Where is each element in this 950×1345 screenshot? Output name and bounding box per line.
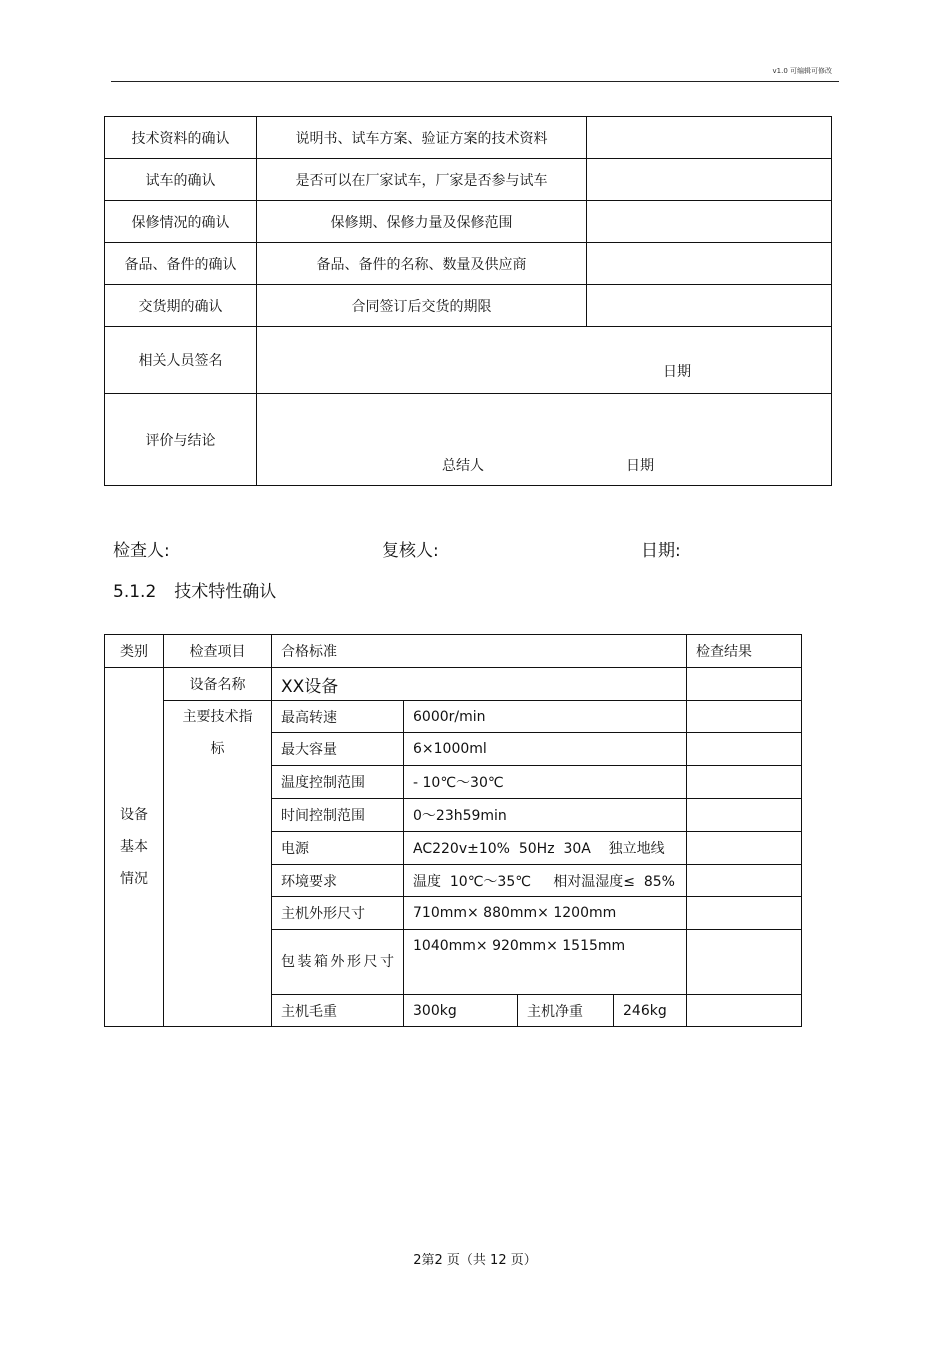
table-row xyxy=(105,285,832,327)
header-divider xyxy=(111,81,839,82)
spec-name: 温度控制范围 xyxy=(272,766,404,799)
table-row xyxy=(105,117,832,159)
row-content: 备品、备件的名称、数量及供应商 xyxy=(257,243,587,285)
row-label: 交货期的确认 xyxy=(105,285,257,327)
spec-name: 最大容量 xyxy=(272,733,404,766)
spec-value: 0～23h59min xyxy=(404,799,687,832)
row-content: 是否可以在厂家试车，厂家是否参与试车 xyxy=(257,159,587,201)
result-cell xyxy=(687,733,802,766)
result-cell xyxy=(687,995,802,1027)
reviewer-label: 复核人: xyxy=(382,541,439,561)
spec-value: - 10℃～30℃ xyxy=(404,766,687,799)
result-cell xyxy=(687,865,802,897)
spec-value: 710mm× 880mm× 1200mm xyxy=(404,897,687,930)
row-label: 备品、备件的确认 xyxy=(105,243,257,285)
evaluation-row xyxy=(105,394,832,486)
spec-name: 包装箱外形尺寸 xyxy=(272,930,404,995)
spec-value: AC220v±10% 50Hz 30A 独立地线 xyxy=(404,832,687,865)
spec-name: 电源 xyxy=(272,832,404,865)
table-row xyxy=(105,201,832,243)
header-standard: 合格标准 xyxy=(272,635,687,668)
main-specs-label: 主要技术指 标 xyxy=(164,701,272,1027)
header-version: v1.0 可编辑可修改 xyxy=(772,67,832,75)
row-label: 保修情况的确认 xyxy=(105,201,257,243)
result-cell xyxy=(687,701,802,733)
signature-label: 相关人员签名 xyxy=(105,327,257,394)
spec-value: 1040mm× 920mm× 1515mm xyxy=(404,930,687,995)
net-weight-label: 主机净重 xyxy=(518,995,614,1027)
page-number: 2第2 页（共 12 页） xyxy=(413,1253,537,1268)
header-row xyxy=(105,635,802,668)
header-item: 检查项目 xyxy=(164,635,272,668)
section-title: 技术特性确认 xyxy=(174,582,277,602)
evaluation-date-label: 日期 xyxy=(626,458,654,474)
row-result xyxy=(587,285,832,327)
category-cell: 设备 基本 情况 xyxy=(105,668,164,1027)
section-heading xyxy=(113,577,276,602)
table-row xyxy=(105,159,832,201)
summarizer-label: 总结人 xyxy=(442,458,484,474)
row-content: 保修期、保修力量及保修范围 xyxy=(257,201,587,243)
tech-spec-table xyxy=(104,634,802,1027)
result-cell xyxy=(687,897,802,930)
evaluation-label: 评价与结论 xyxy=(105,394,257,486)
header-category: 类别 xyxy=(105,635,164,668)
gross-weight-label: 主机毛重 xyxy=(272,995,404,1027)
section-number: 5.1.2 xyxy=(113,582,157,602)
row-label: 试车的确认 xyxy=(105,159,257,201)
row-label: 技术资料的确认 xyxy=(105,117,257,159)
spec-name: 最高转速 xyxy=(272,701,404,733)
spec-value: 6×1000ml xyxy=(404,733,687,766)
row-content: 说明书、试车方案、验证方案的技术资料 xyxy=(257,117,587,159)
result-cell xyxy=(687,799,802,832)
row-result xyxy=(587,117,832,159)
spec-name: 环境要求 xyxy=(272,865,404,897)
spec-value: 温度 10℃～35℃ 相对温湿度≤ 85% xyxy=(404,865,687,897)
signoff-date-label: 日期: xyxy=(641,541,681,561)
result-cell xyxy=(687,766,802,799)
spec-name: 时间控制范围 xyxy=(272,799,404,832)
gross-weight-value: 300kg xyxy=(404,995,518,1027)
net-weight-value: 246kg xyxy=(614,995,687,1027)
device-name-value: XX设备 xyxy=(272,668,687,701)
signature-row xyxy=(105,327,832,394)
result-cell xyxy=(687,668,802,701)
spec-name: 主机外形尺寸 xyxy=(272,897,404,930)
confirmation-table xyxy=(104,116,832,486)
row-result xyxy=(587,201,832,243)
spec-value: 6000r/min xyxy=(404,701,687,733)
result-cell xyxy=(687,930,802,995)
result-cell xyxy=(687,832,802,865)
signature-date-label: 日期 xyxy=(663,364,691,380)
signature-cell xyxy=(257,327,832,394)
header-result: 检查结果 xyxy=(687,635,802,668)
device-name-label: 设备名称 xyxy=(164,668,272,701)
table-row xyxy=(105,701,802,733)
row-result xyxy=(587,243,832,285)
row-result xyxy=(587,159,832,201)
evaluation-cell xyxy=(257,394,832,486)
table-row xyxy=(105,668,802,701)
inspector-label: 检查人: xyxy=(113,541,170,561)
row-content: 合同签订后交货的期限 xyxy=(257,285,587,327)
table-row xyxy=(105,243,832,285)
